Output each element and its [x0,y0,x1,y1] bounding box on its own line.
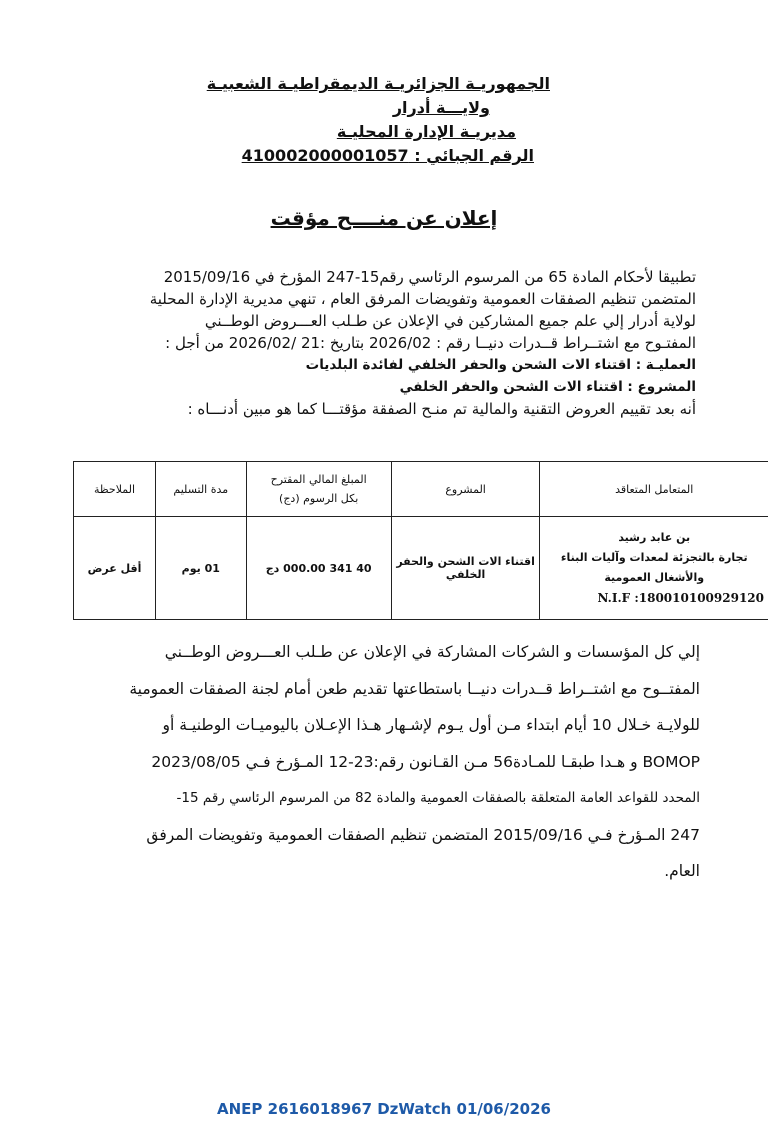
body-line: إلي كل المؤسسات و الشركات المشاركة في الإعلان عن طـلب العـــروض الوطــني [164,643,700,661]
document-header [150,72,550,168]
table-header-row [74,462,768,517]
header-duration: مدة التسليم [156,462,247,517]
body-line: 247 المـؤرخ فـي 2015/09/16 المتضمن تنظيم الصفقات العمومية وتفويضات المرفق [146,825,700,844]
cell-amount [246,517,391,620]
body-line: المحدد للقواعد العامة المتعلقة بالصفقات العمومية والمادة 82 من المرسوم الرئاسي رقم 15- [176,790,700,806]
announcement-title: إعلان عن منــــح مؤقت [270,206,498,230]
header-amount-line: المبلغ المالي المقترح [270,473,367,486]
intro-line: المتضمن تنظيم الصفقات العمومية وتفويضات المرفق العام ، تنهي مديرية الإدارة المحلية [149,290,696,308]
header-operator: المتعامل المتعاقد [540,462,768,517]
operator-activity: تجارة بالتجزئة لمعدات وآليات البناء [560,551,748,564]
intro-line: المفتـوح مع اشتــراط قــدرات دنيــا رقم : 2026/02 بتاريخ :21 /2026/02 من أجل : [165,334,696,352]
wilaya-title: ولايـــة أدرار [392,98,490,117]
cell-operator [540,517,768,620]
project-line: المشروع : اقتناء الات الشحن والحفر الخلفي [399,379,696,395]
header-project: المشروع [391,462,540,517]
header-amount-line: بكل الرسوم (دج) [279,492,359,505]
cell-project: اقتناء الات الشحن والحفر الخلفي [391,517,540,620]
intro-paragraph [72,266,696,420]
body-line: للولايـة خـلال 10 أيام ابتداء مـن أول يـوم لإشـهار هـذا الإعـلان باليوميـات الوطنيـة أو [162,716,700,734]
header-amount [246,462,391,517]
directorate-title: مديريـة الإدارة المحليـة [336,122,516,141]
cell-note: أقل عرض [74,517,156,620]
appeal-paragraph [68,634,700,890]
operation-line: العمليـة : اقتناء الات الشحن والحفر الخلفي لفائدة البلديات [305,357,696,373]
amount-value: 40 341 000.00 دج [265,561,372,575]
operator-activity: والأشغال العمومية [604,571,705,584]
body-line: العام. [664,862,700,880]
table-row [74,517,768,620]
tax-number: الرقم الجبائي : 410002000001057 [241,146,534,165]
anep-footer: ANEP 2616018967 DzWatch 01/06/2026 [217,1100,551,1118]
cell-duration: 01 يوم [156,517,247,620]
intro-line: لولاية أدرار إلي علم جميع المشاركين في الإعلان عن طـلب العـــروض الوطــني [204,312,696,330]
operator-nif: N.I.F :180010100929120 [597,591,764,605]
body-line: المفتــوح مع اشتــراط قــدرات دنيــا باستطاعتها تقديم طعن أمام لجنة الصفقات العمومية [129,679,700,698]
award-table [73,461,768,620]
body-line: BOMOP و هـدا طبقـا للمـادة56 مـن القـانون رقم:23-12 المـؤرخ فـي 2023/08/05 [151,752,700,771]
header-note: الملاحظة [74,462,156,517]
intro-line: أنه بعد تقييم العروض التقنية والمالية تم منـح الصفقة مؤقتـــا كما هو مبين أدنـــاه : [187,400,696,418]
operator-name: بن عابد رشيد [618,531,691,544]
country-title: الجمهوريـة الجزائريـة الديمقراطيـة الشعبيـة [206,74,550,93]
intro-line: تطبيقا لأحكام المادة 65 من المرسوم الرئاسي رقم15-247 المؤرخ في 2015/09/16 [163,268,696,286]
